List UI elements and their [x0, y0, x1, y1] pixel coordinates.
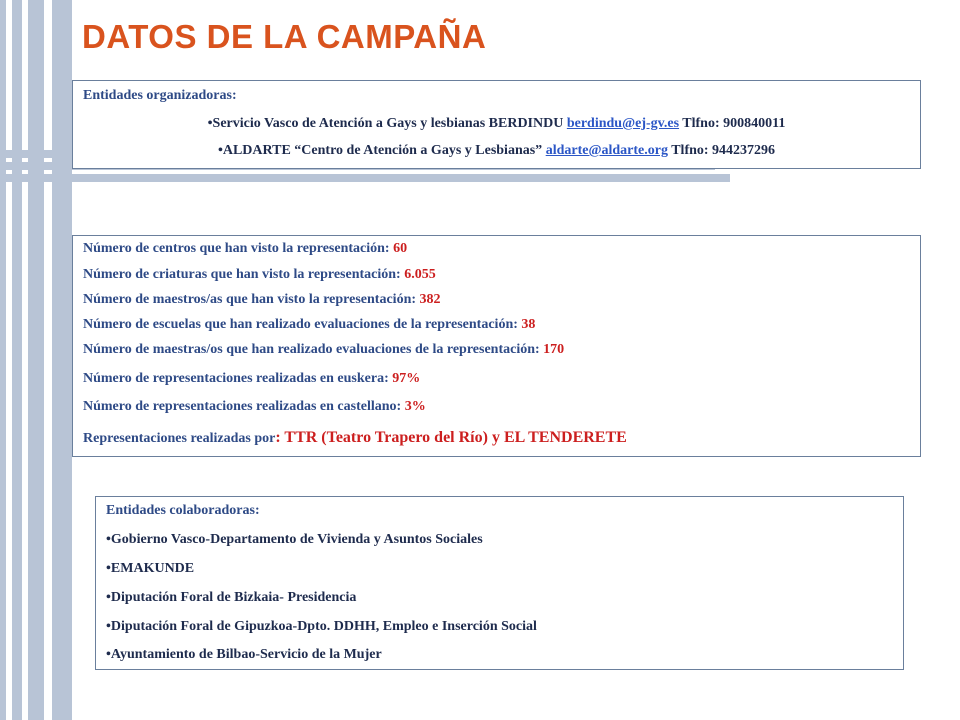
collaborator-item: •Gobierno Vasco-Departamento de Vivienda y Asuntos Sociales	[106, 532, 483, 547]
stat-representaciones-por: Representaciones realizadas por: TTR (Teatro Trapero del Río) y EL TENDERETE	[83, 429, 627, 446]
stat-criaturas: Número de criaturas que han visto la representación: 6.055	[83, 267, 436, 282]
stat-maestros: Número de maestros/as que han visto la representación: 382	[83, 292, 441, 307]
organizers-heading: Entidades organizadoras:	[83, 88, 237, 103]
stat-euskera: Número de representaciones realizadas en euskera: 97%	[83, 371, 421, 386]
stat-castellano: Número de representaciones realizadas en castellano: 3%	[83, 399, 426, 414]
stats-box	[72, 235, 921, 457]
collaborators-box	[95, 496, 904, 670]
collaborator-item: •Ayuntamiento de Bilbao-Servicio de la Mujer	[106, 647, 382, 662]
email-link-berdindu[interactable]: berdindu@ej-gv.es	[566, 116, 680, 131]
stat-centros: Número de centros que han visto la representación: 60	[83, 241, 408, 256]
organizers-box	[72, 80, 921, 169]
collaborator-item: •Diputación Foral de Bizkaia- Presidencia	[106, 590, 357, 605]
collaborators-heading: Entidades colaboradoras:	[106, 503, 260, 518]
collaborator-item: •EMAKUNDE	[106, 561, 195, 576]
stat-maestras-evaluaciones: Número de maestras/os que han realizado evaluaciones de la representación: 170	[83, 342, 565, 357]
stat-escuelas-evaluaciones: Número de escuelas que han realizado evaluaciones de la representación: 38	[83, 317, 536, 332]
organizer-item-aldarte: •ALDARTE “Centro de Atención a Gays y Lesbianas” aldarte@aldarte.org Tlfno: 944237296	[217, 143, 776, 158]
page-title: DATOS DE LA CAMPAÑA	[82, 18, 487, 55]
email-link-aldarte[interactable]: aldarte@aldarte.org	[545, 143, 668, 158]
collaborator-item: •Diputación Foral de Gipuzkoa-Dpto. DDHH, Empleo e Inserción Social	[106, 619, 537, 634]
organizer-item-berdindu: •Servicio Vasco de Atención a Gays y lesbianas BERDINDU berdindu@ej-gv.es Tlfno: 900840011	[207, 116, 786, 131]
